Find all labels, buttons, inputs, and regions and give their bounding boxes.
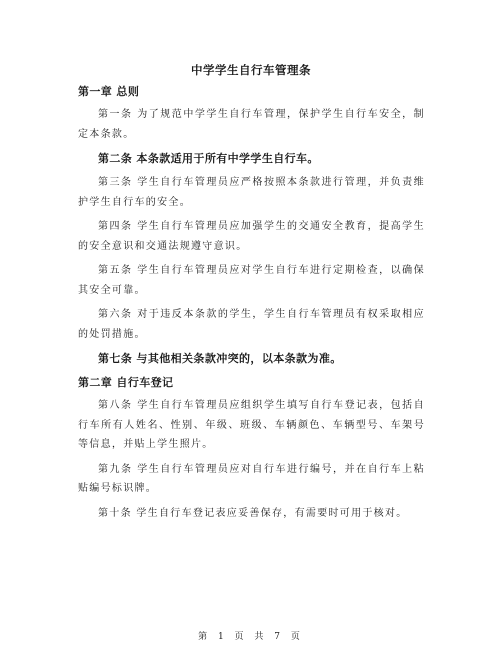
- article-2: 第二条 本条款适用于所有中学学生自行车。: [98, 152, 319, 165]
- article-7: 第七条 与其他相关条款冲突的，以本条款为准。: [98, 352, 342, 365]
- page-footer: 第 1 页 共 7 页: [198, 632, 304, 642]
- article-10: 第十条 学生自行车登记表应妥善保存，有需要时可用于核对。: [98, 507, 408, 519]
- article-4: 第四条 学生自行车管理员应加强学生的交通安全教育，提高学生的安全意识和交通法规遵守意识。: [78, 221, 425, 252]
- article-3: 第三条 学生自行车管理员应严格按照本条款进行管理，并负责维护学生自行车的安全。: [78, 177, 425, 208]
- document-title: 中学学生自行车管理条: [191, 63, 311, 77]
- article-6: 第六条 对于违反本条款的学生，学生自行车管理员有权采取相应的处罚措施。: [78, 309, 425, 340]
- chapter-2-heading: 第二章 自行车登记: [78, 376, 174, 389]
- article-8: 第八条 学生自行车管理员应组织学生填写自行车登记表，包括自行车所有人姓名、性别、年级、班级、车辆颜色、车辆型号、车架号等信息，并贴上学生照片。: [78, 400, 425, 450]
- article-5: 第五条 学生自行车管理员应对学生自行车进行定期检查，以确保其安全可靠。: [78, 265, 425, 296]
- article-1: 第一条 为了规范中学学生自行车管理，保护学生自行车安全，制定本条款。: [78, 109, 425, 140]
- document-body: [78, 82, 425, 528]
- article-9: 第九条 学生自行车管理员应对自行车进行编号，并在自行车上粘贴编号标识牌。: [78, 463, 425, 494]
- chapter-1-heading: 第一章 总则: [78, 85, 140, 98]
